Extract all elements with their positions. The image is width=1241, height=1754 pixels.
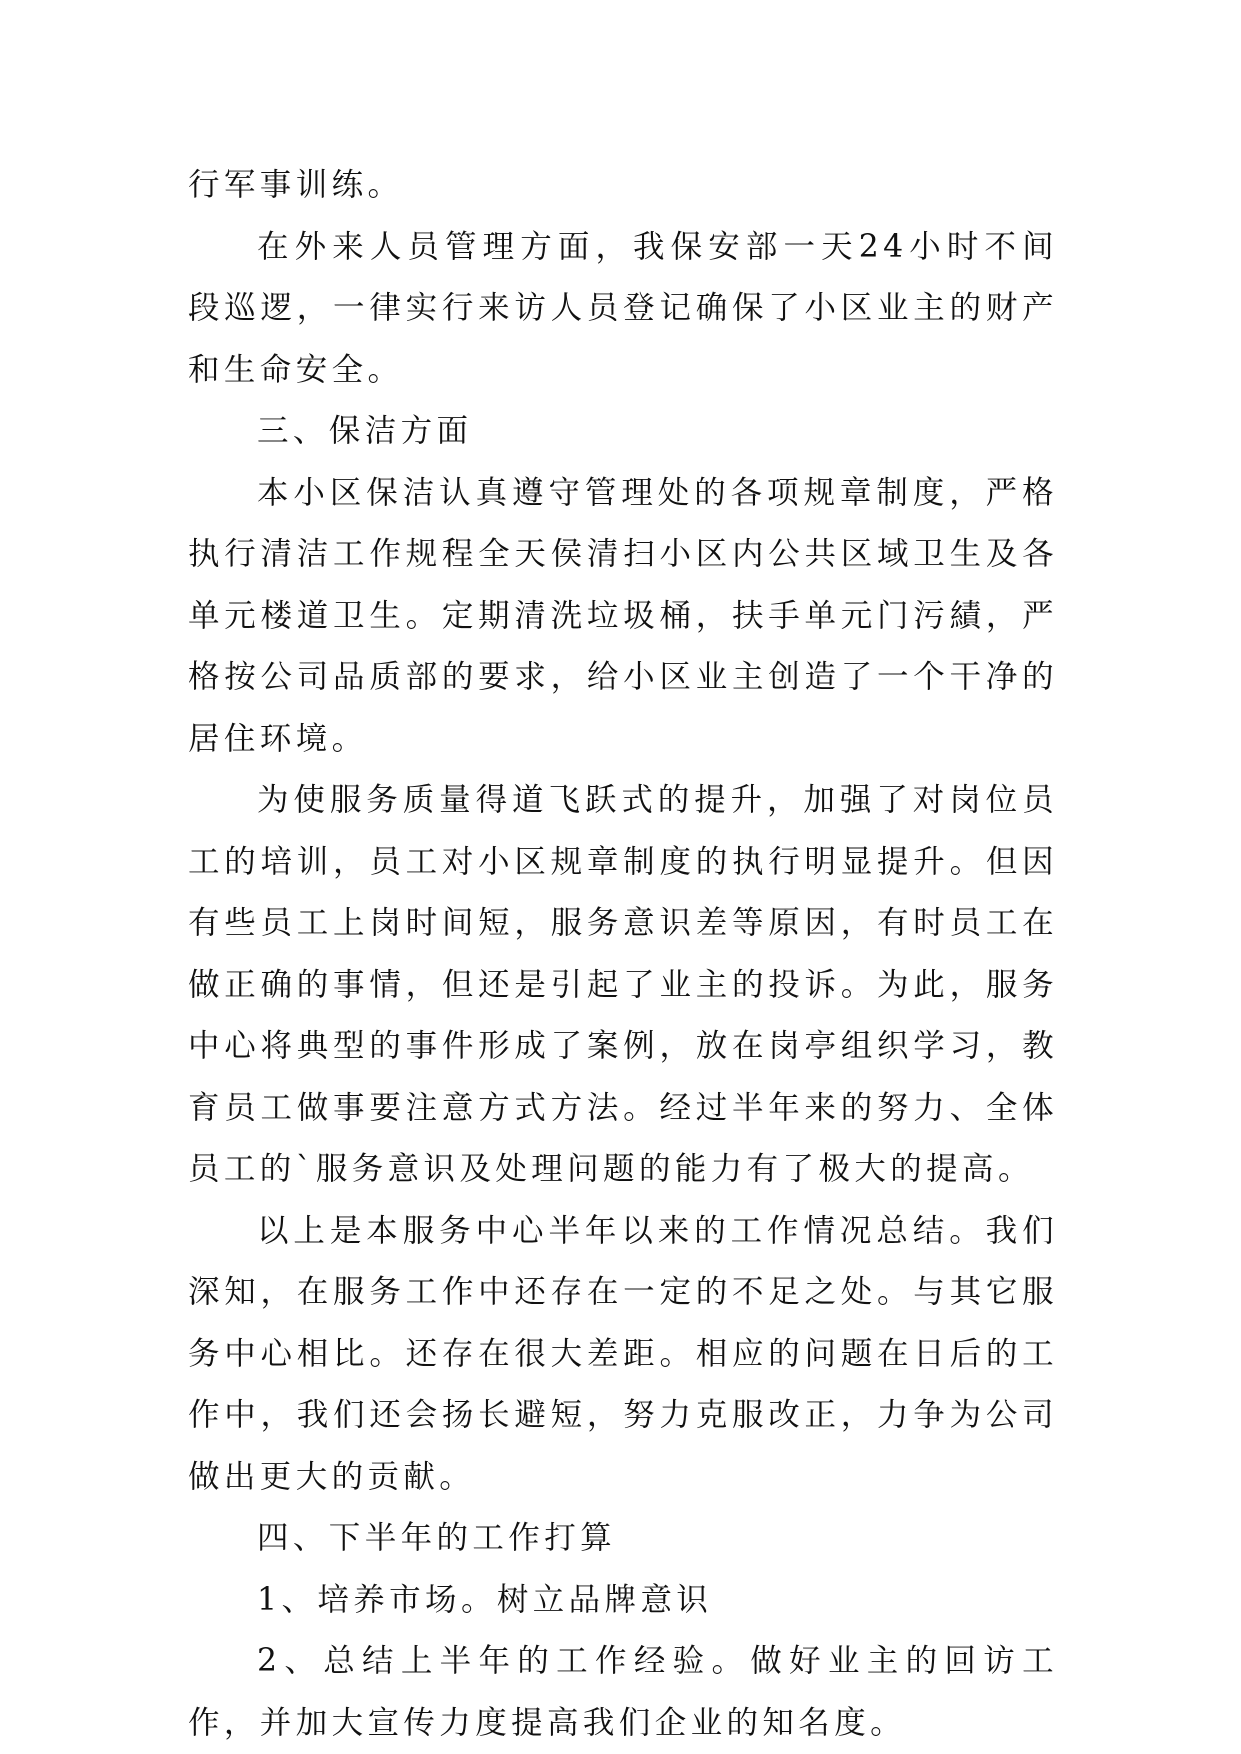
document-body — [188, 155, 1058, 1754]
paragraph-continuation: 行军事训练。 — [188, 167, 404, 203]
paragraph-cleaning: 本小区保洁认真遵守管理处的各项规章制度，严格执行清洁工作规程全天侯清扫小区内公共区域卫生及各单元楼道卫生。定期清洗垃圾桶，扶手单元门污績，严格按公司品质部的要求，给小区业主创造了一个干净的居住环境。 — [188, 474, 1058, 757]
section-heading-cleaning: 三、保洁方面 — [257, 413, 473, 449]
paragraph-summary: 以上是本服务中心半年以来的工作情况总结。我们深知，在服务工作中还存在一定的不足之处。与其它服务中心相比。还存在很大差距。相应的问题在日后的工作中，我们还会扬长避短，努力克服改正，力争为公司做出更大的贡献。 — [188, 1212, 1058, 1495]
section-heading-plan: 四、下半年的工作打算 — [257, 1520, 617, 1556]
plan-item-1: 1、培养市场。树立品牌意识 — [257, 1581, 713, 1618]
plan-item-2: 2、总结上半年的工作经验。做好业主的回访工作，并加大宣传力度提高我们企业的知名度。 — [188, 1643, 1058, 1741]
paragraph-service-quality: 为使服务质量得道飞跃式的提升，加强了对岗位员工的培训，员工对小区规章制度的执行明显提升。但因有些员工上岗时间短，服务意识差等原因，有时员工在做正确的事情，但还是引起了业主的投诉。为此，服务中心将典型的事件形成了案例，放在岗亭组织学习，教育员工做事要注意方式方法。经过半年来的努力、全体员工的`服务意识及处理问题的能力有了极大的提高。 — [188, 782, 1058, 1187]
paragraph-visitor-management: 在外来人员管理方面，我保安部一天24小时不间段巡逻，一律实行来访人员登记确保了小区业主的财产和生命安全。 — [188, 228, 1058, 388]
